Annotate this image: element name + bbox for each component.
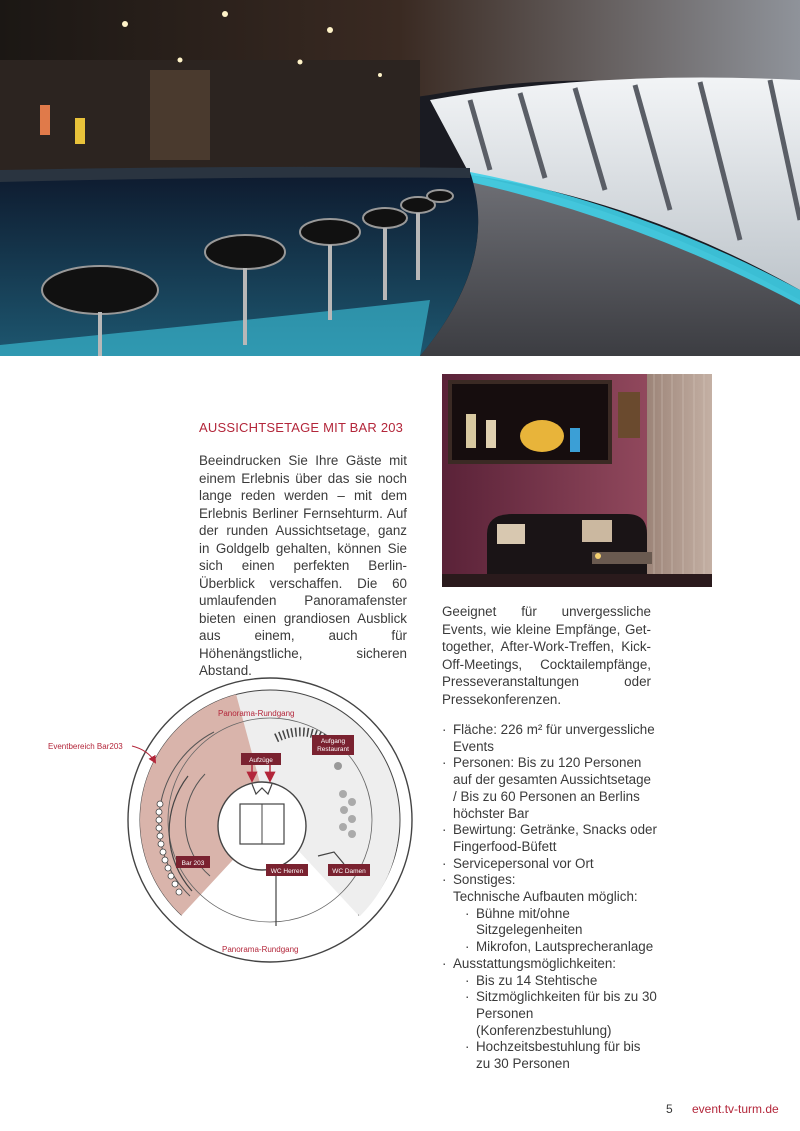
feature-equipment-label: Ausstattungsmöglichkeiten: [453, 955, 617, 971]
svg-text:Restaurant: Restaurant [317, 746, 349, 753]
svg-text:Aufzüge: Aufzüge [249, 757, 273, 764]
suitable-paragraph: Geeignet für unvergessliche Events, wie kleine Empfänge, Get-together, After-Work-Treffen, Kick-Off-Meetings, Cocktailempfänge, Presseveranstaltungen oder Pressekonferenzen. [442, 604, 651, 707]
feature-equipment-sublist [453, 973, 658, 1073]
feature-equipment-item: · Sitzmöglichkeiten für bis zu 30 Personen (Konferenzbestuhlung) [465, 989, 658, 1039]
feature-misc-item: · Bühne mit/ohne Sitzgelegenheiten [465, 906, 658, 939]
feature-equipment [442, 956, 658, 1073]
elevators-label [241, 753, 281, 765]
intro-paragraph: Beeindrucken Sie Ihre Gäste mit einem Erlebnis über das sie noch lange reden werden – mit dem Erlebnis Berliner Fernsehturm. Auf der runden Aussichtsetage, ganz in Goldgelb gehalten, können Sie sich einen perfekten Berlin-Überblick verschaffen. Die 60 umlaufenden Panoramafenster bieten einen grandiosen Ausblick aus einem, auch für Höhenängstliche, sicheren Abstand. [199, 453, 407, 678]
section-title: AUSSICHTSETAGE MIT BAR 203 [199, 420, 404, 435]
wc-men-label [266, 864, 308, 876]
svg-text:WC Herren: WC Herren [270, 868, 304, 875]
feature-misc-item: · Mikrofon, Lautsprecheranlage [465, 939, 658, 956]
svg-text:Aufgang: Aufgang [320, 738, 346, 745]
footer-url[interactable]: event.tv-turm.de [692, 1102, 779, 1116]
restaurant-access-label [312, 735, 354, 755]
feature-misc-sublist [453, 906, 658, 956]
svg-text:WC Damen: WC Damen [332, 868, 366, 875]
page-number: 5 [666, 1102, 673, 1116]
svg-text:Bar 203: Bar 203 [181, 860, 205, 867]
feature-area: · Fläche: 226 m² für unvergessliche Events [442, 722, 658, 755]
bar-label [176, 856, 210, 868]
hero-photo-bar [0, 0, 800, 356]
feature-list [442, 722, 658, 1073]
feature-misc [442, 872, 658, 956]
feature-equipment-item: · Hochzeitsbestuhlung für bis zu 30 Personen [465, 1039, 658, 1072]
feature-misc-intro: Technische Aufbauten möglich: [453, 889, 638, 905]
feature-service: · Servicepersonal vor Ort [442, 856, 658, 873]
wc-women-label [328, 864, 370, 876]
floor-plan [40, 676, 420, 966]
event-area-label: Eventbereich Bar203 [48, 742, 123, 751]
feature-misc-label: Sonstiges: [453, 872, 516, 888]
feature-persons: · Personen: Bis zu 120 Personen auf der gesamten Aussichtsetage / Bis zu 60 Personen an Berlins höchster Bar [442, 755, 658, 822]
walkway-top-label: Panorama-Rundgang [218, 709, 295, 718]
lounge-photo [442, 374, 712, 587]
feature-catering: · Bewirtung: Getränke, Snacks oder Fingerfood-Büfett [442, 822, 658, 855]
feature-equipment-item: · Bis zu 14 Stehtische [465, 973, 658, 990]
walkway-bottom-label: Panorama-Rundgang [222, 945, 299, 954]
